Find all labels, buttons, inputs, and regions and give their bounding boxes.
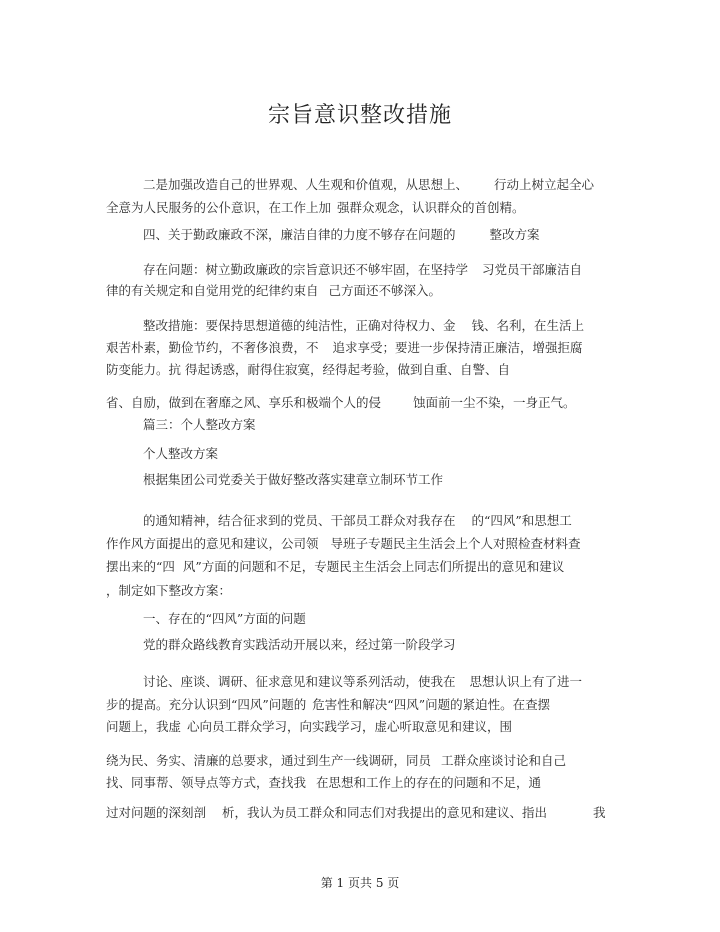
paragraph-line: 讨论、座谈、调研、征求意见和建议等系列活动，使我在 思想认识上有了进一 bbox=[143, 674, 583, 689]
page-number: 第 1 页共 5 页 bbox=[320, 876, 400, 890]
paragraph-line: 作作风方面提出的意见和建议，公司领 导班子专题民主生活会上个人对照检查材料查 bbox=[106, 536, 581, 551]
paragraph-line: 律的有关规定和自觉用党的纪律约束自 己方面还不够深入。 bbox=[106, 283, 442, 298]
paragraph-line: 找、同事帮、领导点等方式，查找我 在思想和工作上的存在的问题和不足，通 bbox=[106, 775, 542, 790]
paragraph-line: 步的提高。充分认识到“四风”问题的 危害性和解决“四风”问题的紧迫性。在查摆 bbox=[106, 697, 551, 712]
paragraph-line: 全意为人民服务的公仆意识，在工作上加 强群众观念，认识群众的首创精。 bbox=[106, 200, 525, 215]
paragraph-line: 存在问题：树立勤政廉政的宗旨意识还不够牢固，在坚持学 习党员干部廉洁自 bbox=[143, 262, 583, 277]
paragraph-line: 绕为民、务实、清廉的总要求，通过到生产一线调研，同员 工群众座谈讨论和自己 bbox=[106, 753, 567, 768]
paragraph-line: 防变能力。抗 得起诱惑，耐得住寂寞，经得起考验，做到自重、自警、自 bbox=[106, 362, 511, 377]
section-heading: 四、关于勤政廉政不深，廉洁自律的力度不够存在问题的 整改方案 bbox=[143, 227, 540, 242]
paragraph-line: 的通知精神，结合征求到的党员、干部员工群众对我存在 的“四风”和思想工 bbox=[143, 513, 572, 528]
paragraph-line: 二是加强改造自己的世界观、人生观和价值观，从思想上、 行动上树立起全心 bbox=[143, 177, 595, 192]
paragraph-line: ，制定如下整改方案： bbox=[106, 583, 232, 598]
paragraph-line: 艰苦朴素，勤俭节约，不奢侈浪费，不 追求享受；要进一步保持清正廉洁，增强拒腐 bbox=[106, 340, 583, 355]
section-heading: 一、存在的“四风”方面的问题 bbox=[143, 611, 306, 626]
paragraph-line: 过对问题的深刻剖 析，我认为员工群众和同志们对我提出的意见和建议、指出 我 bbox=[106, 805, 606, 820]
paragraph-line: 根据集团公司党委关于做好整改落实建章立制环节工作 bbox=[143, 472, 444, 487]
paragraph-line: 摆出来的“四 风”方面的问题和不足，专题民主生活会上同志们所提出的意见和建议 bbox=[106, 559, 565, 574]
paragraph-line: 整改措施：要保持思想道德的纯洁性，正确对待权力、金 钱、名利，在生活上 bbox=[143, 318, 585, 333]
paragraph-line: 党的群众路线教育实践活动开展以来，经过第一阶段学习 bbox=[143, 637, 456, 652]
paragraph-line: 问题上，我虚 心向员工群众学习，向实践学习，虚心听取意见和建议，围 bbox=[106, 719, 513, 734]
document-title: 宗旨意识整改措施 bbox=[267, 103, 452, 128]
section-heading: 个人整改方案 bbox=[143, 446, 219, 461]
paragraph-line: 省、自励，做到在奢靡之风、享乐和极端个人的侵 蚀面前一尘不染，一身正气。 bbox=[106, 395, 576, 410]
section-heading: 篇三：个人整改方案 bbox=[143, 417, 256, 432]
